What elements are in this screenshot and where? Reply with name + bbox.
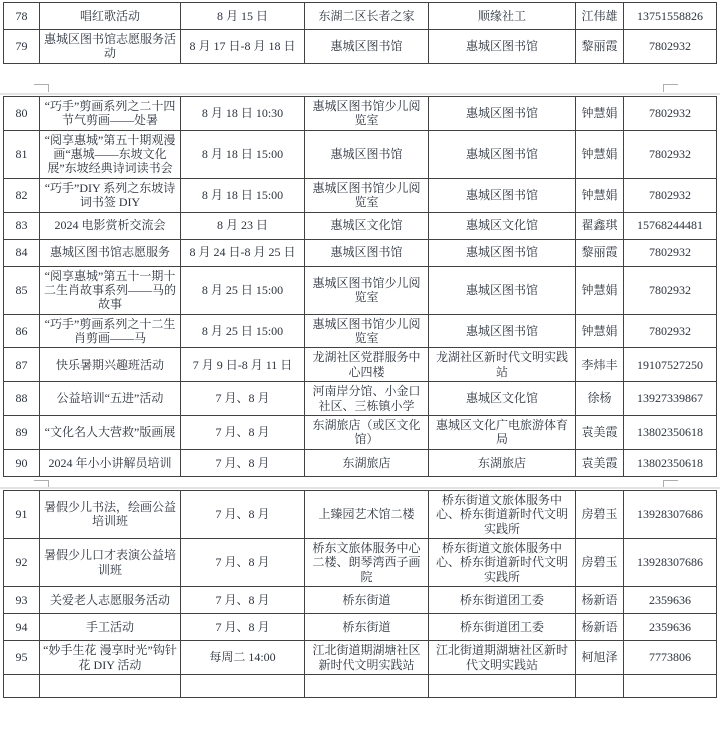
cell-organizer: 惠城区图书馆 <box>429 239 576 266</box>
cell-no: 79 <box>4 30 40 64</box>
cell-contact: 杨新语 <box>576 587 624 614</box>
cell-activity: 2024 年小小讲解员培训 <box>40 449 181 476</box>
cell-no: 93 <box>4 587 40 614</box>
cell-activity: 关爱老人志愿服务活动 <box>40 587 181 614</box>
cell-contact: 袁美霞 <box>576 416 624 450</box>
cell-no: 91 <box>4 490 40 538</box>
cell-location: 惠城区图书馆少儿阅览室 <box>305 266 429 314</box>
cell-no: 83 <box>4 212 40 239</box>
cell-contact: 钟慧娟 <box>576 266 624 314</box>
cell-no: 81 <box>4 130 40 178</box>
table-row <box>4 3 717 30</box>
cell-location: 桥东街道 <box>305 614 429 641</box>
table-row <box>4 614 717 641</box>
cell-date: 7 月、8 月 <box>181 416 305 450</box>
cell-phone: 13927339867 <box>624 382 717 416</box>
cell-phone: 7802932 <box>624 96 717 130</box>
cell-no <box>4 674 40 697</box>
activity-table-page-2 <box>3 96 717 477</box>
activity-table-page-1 <box>3 2 717 64</box>
cell-phone: 7802932 <box>624 30 717 64</box>
table-row <box>4 266 717 314</box>
cell-no: 84 <box>4 239 40 266</box>
cell-activity: 唱红歌活动 <box>40 3 181 30</box>
cell-contact: 房碧玉 <box>576 538 624 586</box>
page-margin-mark-left-icon <box>34 84 49 92</box>
cell-date: 8 月 25 日 15:00 <box>181 266 305 314</box>
cell-location: 江北街道期湖塘社区新时代文明实践站 <box>305 641 429 675</box>
cell-contact: 柯旭泽 <box>576 641 624 675</box>
cell-no: 86 <box>4 314 40 348</box>
cell-contact: 李炜丰 <box>576 348 624 382</box>
cell-location: 惠城区图书馆 <box>305 130 429 178</box>
table-row <box>4 212 717 239</box>
cell-no: 82 <box>4 178 40 212</box>
cell-phone: 13802350618 <box>624 449 717 476</box>
cell-activity: “阅享惠城”第五十一期十二生肖故事系列——马的故事 <box>40 266 181 314</box>
cell-phone: 13928307686 <box>624 490 717 538</box>
cell-location: 惠城区图书馆少儿阅览室 <box>305 314 429 348</box>
cell-location <box>305 674 429 697</box>
cell-phone: 7773806 <box>624 641 717 675</box>
cell-organizer: 惠城区文化广电旅游体育局 <box>429 416 576 450</box>
cell-organizer: 桥东街道团工委 <box>429 614 576 641</box>
cell-no: 95 <box>4 641 40 675</box>
table-body-page-2 <box>4 96 717 476</box>
cell-contact: 钟慧娟 <box>576 314 624 348</box>
table-row <box>4 382 717 416</box>
cell-activity: 2024 电影赏析交流会 <box>40 212 181 239</box>
cell-location: 东湖旅店 <box>305 449 429 476</box>
cell-phone: 2359636 <box>624 614 717 641</box>
cell-date: 8 月 23 日 <box>181 212 305 239</box>
cell-date: 7 月、8 月 <box>181 382 305 416</box>
cell-phone: 7802932 <box>624 239 717 266</box>
cell-location: 惠城区文化馆 <box>305 212 429 239</box>
cell-organizer: 桥东街道文旅体服务中心、桥东街道新时代文明实践所 <box>429 538 576 586</box>
cell-phone: 7802932 <box>624 314 717 348</box>
cell-contact: 钟慧娟 <box>576 96 624 130</box>
cell-location: 上臻园艺术馆二楼 <box>305 490 429 538</box>
cell-phone: 2359636 <box>624 587 717 614</box>
table-body-page-1 <box>4 3 717 64</box>
cell-date: 8 月 18 日 10:30 <box>181 96 305 130</box>
table-row <box>4 587 717 614</box>
cell-date <box>181 674 305 697</box>
cell-activity: “巧手”剪画系列之十二生肖剪画——马 <box>40 314 181 348</box>
cell-phone: 13802350618 <box>624 416 717 450</box>
table-row-partial <box>4 674 717 697</box>
cell-organizer: 东湖旅店 <box>429 449 576 476</box>
cell-phone: 7802932 <box>624 178 717 212</box>
cell-contact: 钟慧娟 <box>576 178 624 212</box>
cell-location: 惠城区图书馆 <box>305 30 429 64</box>
cell-activity: 手工活动 <box>40 614 181 641</box>
table-row <box>4 416 717 450</box>
table-body-page-3 <box>4 490 717 697</box>
cell-contact: 徐杨 <box>576 382 624 416</box>
table-row <box>4 178 717 212</box>
page-edge-line <box>0 487 720 489</box>
cell-no: 90 <box>4 449 40 476</box>
table-row <box>4 30 717 64</box>
cell-organizer: 桥东街道文旅体服务中心、桥东街道新时代文明实践所 <box>429 490 576 538</box>
cell-contact: 钟慧娟 <box>576 130 624 178</box>
cell-activity: 惠城区图书馆志愿服务 <box>40 239 181 266</box>
cell-activity: 公益培训“五进”活动 <box>40 382 181 416</box>
table-row <box>4 449 717 476</box>
page-margin-mark-right-icon <box>663 84 678 92</box>
cell-date: 8 月 18 日 15:00 <box>181 178 305 212</box>
cell-activity: “文化名人大营救”版画展 <box>40 416 181 450</box>
cell-organizer: 惠城区图书馆 <box>429 314 576 348</box>
cell-location: 龙湖社区党群服务中心四楼 <box>305 348 429 382</box>
cell-contact: 黎丽霞 <box>576 239 624 266</box>
cell-organizer <box>429 674 576 697</box>
cell-date: 每周二 14:00 <box>181 641 305 675</box>
cell-no: 92 <box>4 538 40 586</box>
cell-contact: 杨新语 <box>576 614 624 641</box>
table-row <box>4 239 717 266</box>
cell-phone: 13751558826 <box>624 3 717 30</box>
cell-activity <box>40 674 181 697</box>
cell-location: 惠城区图书馆少儿阅览室 <box>305 96 429 130</box>
cell-organizer: 顺缘社工 <box>429 3 576 30</box>
cell-organizer: 桥东街道团工委 <box>429 587 576 614</box>
cell-no: 80 <box>4 96 40 130</box>
table-row <box>4 490 717 538</box>
cell-no: 89 <box>4 416 40 450</box>
cell-date: 7 月、8 月 <box>181 538 305 586</box>
cell-organizer: 惠城区图书馆 <box>429 96 576 130</box>
cell-date: 7 月、8 月 <box>181 587 305 614</box>
cell-no: 85 <box>4 266 40 314</box>
cell-contact: 江伟雄 <box>576 3 624 30</box>
cell-no: 94 <box>4 614 40 641</box>
cell-location: 桥东文旅体服务中心二楼、朗琴湾西子画院 <box>305 538 429 586</box>
cell-date: 8 月 25 日 15:00 <box>181 314 305 348</box>
cell-date: 7 月、8 月 <box>181 490 305 538</box>
cell-phone: 7802932 <box>624 266 717 314</box>
table-row <box>4 96 717 130</box>
cell-contact: 袁美霞 <box>576 449 624 476</box>
cell-activity: “阅享惠城”第五十期观漫画“惠城——东坡文化展”东坡经典诗词读书会 <box>40 130 181 178</box>
cell-date: 8 月 17 日-8 月 18 日 <box>181 30 305 64</box>
cell-activity: 暑假少儿口才表演公益培训班 <box>40 538 181 586</box>
cell-date: 8 月 18 日 15:00 <box>181 130 305 178</box>
table-row <box>4 538 717 586</box>
table-row <box>4 348 717 382</box>
cell-location: 东湖二区长者之家 <box>305 3 429 30</box>
cell-activity: 暑假少儿书法，绘画公益培训班 <box>40 490 181 538</box>
page-break-gap <box>0 477 720 490</box>
cell-location: 东湖旅店（或区文化馆） <box>305 416 429 450</box>
cell-organizer: 惠城区文化馆 <box>429 382 576 416</box>
cell-contact: 翟鑫琪 <box>576 212 624 239</box>
cell-organizer: 江北街道期湖塘社区新时代文明实践站 <box>429 641 576 675</box>
cell-phone: 13928307686 <box>624 538 717 586</box>
cell-date: 8 月 15 日 <box>181 3 305 30</box>
cell-contact: 房碧玉 <box>576 490 624 538</box>
cell-location: 惠城区图书馆 <box>305 239 429 266</box>
cell-no: 87 <box>4 348 40 382</box>
cell-organizer: 惠城区图书馆 <box>429 130 576 178</box>
cell-phone: 7802932 <box>624 130 717 178</box>
table-row <box>4 641 717 675</box>
cell-phone <box>624 674 717 697</box>
cell-date: 8 月 24 日-8 月 25 日 <box>181 239 305 266</box>
cell-date: 7 月 9 日-8 月 11 日 <box>181 348 305 382</box>
cell-date: 7 月、8 月 <box>181 614 305 641</box>
table-row <box>4 130 717 178</box>
cell-organizer: 龙湖社区新时代文明实践站 <box>429 348 576 382</box>
cell-contact: 黎丽霞 <box>576 30 624 64</box>
cell-activity: “巧手”剪画系列之二十四节气剪画——处暑 <box>40 96 181 130</box>
cell-no: 78 <box>4 3 40 30</box>
cell-date: 7 月、8 月 <box>181 449 305 476</box>
cell-activity: “妙手生花 漫享时光”钩针花 DIY 活动 <box>40 641 181 675</box>
cell-phone: 19107527250 <box>624 348 717 382</box>
cell-organizer: 惠城区图书馆 <box>429 30 576 64</box>
page-edge-line <box>0 93 720 95</box>
activity-table-page-3 <box>3 490 717 698</box>
cell-activity: “巧手”DIY 系列之东坡诗词书签 DIY <box>40 178 181 212</box>
cell-organizer: 惠城区图书馆 <box>429 266 576 314</box>
cell-location: 河南岸分馆、小金口社区、三栋镇小学 <box>305 382 429 416</box>
cell-location: 惠城区图书馆少儿阅览室 <box>305 178 429 212</box>
cell-activity: 惠城区图书馆志愿服务活动 <box>40 30 181 64</box>
cell-no: 88 <box>4 382 40 416</box>
cell-activity: 快乐暑期兴趣班活动 <box>40 348 181 382</box>
page-break-gap <box>0 64 720 96</box>
cell-organizer: 惠城区图书馆 <box>429 178 576 212</box>
cell-location: 桥东街道 <box>305 587 429 614</box>
cell-organizer: 惠城区文化馆 <box>429 212 576 239</box>
cell-phone: 15768244481 <box>624 212 717 239</box>
cell-contact <box>576 674 624 697</box>
table-row <box>4 314 717 348</box>
